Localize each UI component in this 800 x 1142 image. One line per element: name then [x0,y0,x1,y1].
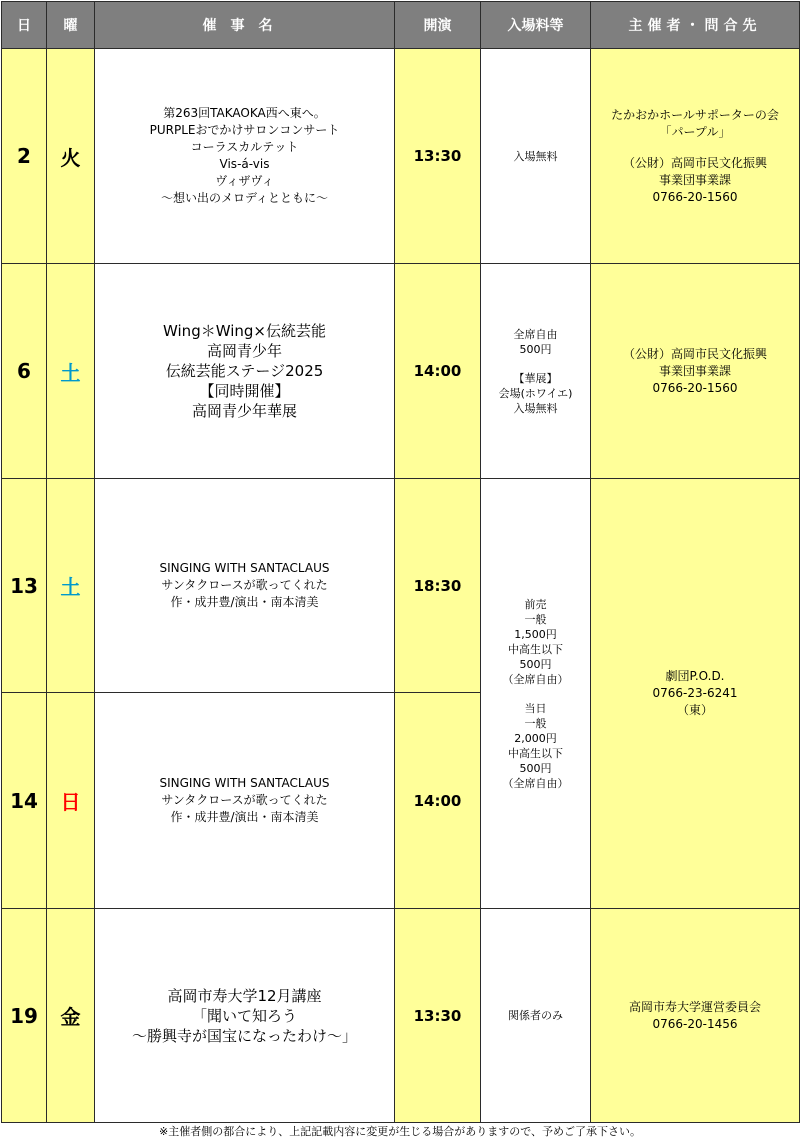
text-line: たかおかホールサポーターの会 [611,107,779,122]
event-name-cell [95,49,395,264]
text-line: 全席自由 [513,327,558,341]
text-line: 作・成井豊/演出・南本清美 [170,810,319,824]
text-line: （公財）高岡市民文化振興 [622,155,767,170]
admission-cell-shared [481,479,591,909]
text-line: 「パープル」 [659,124,731,139]
text-line: 高岡市寿大学12月講座 [167,986,322,1005]
text-line: 2,000円 [514,731,557,745]
day-cell: 2 [2,49,47,264]
day-cell: 13 [2,479,47,693]
start-time-cell: 18:30 [395,479,481,693]
start-time-cell: 14:00 [395,264,481,479]
header-admission: 入場料等 [481,2,591,49]
text-line: 高岡青少年 [206,342,282,360]
organizer-cell-shared [591,479,800,909]
text-line: ～想い出のメロディとともに～ [160,191,329,205]
day-cell: 19 [2,909,47,1123]
text-line: 第263回TAKAOKA西へ東へ。 [163,106,326,120]
text-line: 伝統芸能ステージ2025 [165,362,324,380]
text-line: サンタクロースが歌ってくれた [161,793,328,807]
event-name-cell [95,909,395,1123]
text-line: 1,500円 [514,627,557,641]
text-line: 【同時開催】 [199,382,290,400]
text-line: （東） [676,703,713,717]
text-line: 【華展】 [513,371,558,385]
text-line: （全席自由） [502,776,569,790]
text-line: コーラスカルテット [190,140,299,154]
organizer-cell [591,909,800,1123]
day-cell: 14 [2,693,47,909]
text-line: SINGING WITH SANTACLAUS [159,776,330,790]
header-event-name: 催事名 [95,2,395,49]
table-row [2,49,800,264]
line-gap [481,687,590,701]
organizer-cell [591,49,800,264]
text-line: サンタクロースが歌ってくれた [161,578,328,592]
text-line: 一般 [524,612,547,626]
text-line: 中高生以下 [508,746,563,760]
text-line: 0766-20-1560 [652,189,738,204]
admission-cell [481,264,591,479]
start-time-cell: 13:30 [395,49,481,264]
text-line: 「聞いて知ろう [191,1006,297,1025]
text-line: 0766-23-6241 [652,686,738,700]
weekday-cell: 火 [47,49,95,264]
event-name-cell [95,479,395,693]
table-row [2,909,800,1123]
text-line: （公財）高岡市民文化振興 [622,346,767,361]
event-name-cell [95,264,395,479]
text-line: 高岡青少年華展 [191,402,297,420]
text-line: 0766-20-1456 [652,1016,738,1031]
start-time-cell: 14:00 [395,693,481,909]
text-line: 一般 [524,716,547,730]
text-line: 高岡市寿大学運営委員会 [628,999,761,1014]
event-name-cell [95,693,395,909]
line-gap [481,357,590,371]
event-schedule-table [1,1,800,1123]
text-line: Vis-á-vis [219,157,270,171]
weekday-cell: 金 [47,909,95,1123]
text-line: 事業団事業課 [658,363,731,378]
text-line: 中高生以下 [508,642,563,656]
text-line: 0766-20-1560 [652,380,738,395]
text-line: PURPLEおでかけサロンコンサート [149,123,340,137]
text-line: Wing＊Wing×伝統芸能 [163,322,326,340]
header-start-time: 開演 [395,2,481,49]
header-weekday: 曜 [47,2,95,49]
header-day: 日 [2,2,47,49]
text-line: 前売 [524,597,547,611]
text-line: ヴィザヴィ [215,174,274,188]
weekday-cell: 日 [47,693,95,909]
text-line: 500円 [519,342,552,356]
admission-cell [481,49,591,264]
text-line: SINGING WITH SANTACLAUS [159,561,330,575]
line-gap [591,141,799,155]
organizer-cell [591,264,800,479]
text-line: 会場(ホワイエ) [498,386,573,400]
text-line: 事業団事業課 [658,172,731,187]
text-line: 当日 [524,701,547,715]
text-line: 関係者のみ [508,1009,563,1022]
text-line: ～勝興寺が国宝になったわけ～」 [131,1026,357,1045]
admission-cell [481,909,591,1123]
text-line: 入場無料 [513,149,558,163]
header-organizer: 主催者・問合先 [591,2,800,49]
text-line: （全席自由） [502,672,569,686]
text-line: 500円 [519,657,552,671]
weekday-cell: 土 [47,479,95,693]
start-time-cell: 13:30 [395,909,481,1123]
footnote: ※主催者側の都合により、上記記載内容に変更が生じる場合がありますので、予めご了承下さい。 [159,1125,641,1138]
table-row [2,479,800,693]
text-line: 500円 [519,761,552,775]
text-line: 劇団P.O.D. [665,669,725,683]
header-row [2,2,800,49]
weekday-cell: 土 [47,264,95,479]
day-cell: 6 [2,264,47,479]
text-line: 作・成井豊/演出・南本清美 [170,595,319,609]
table-row [2,264,800,479]
text-line: 入場無料 [513,401,558,415]
